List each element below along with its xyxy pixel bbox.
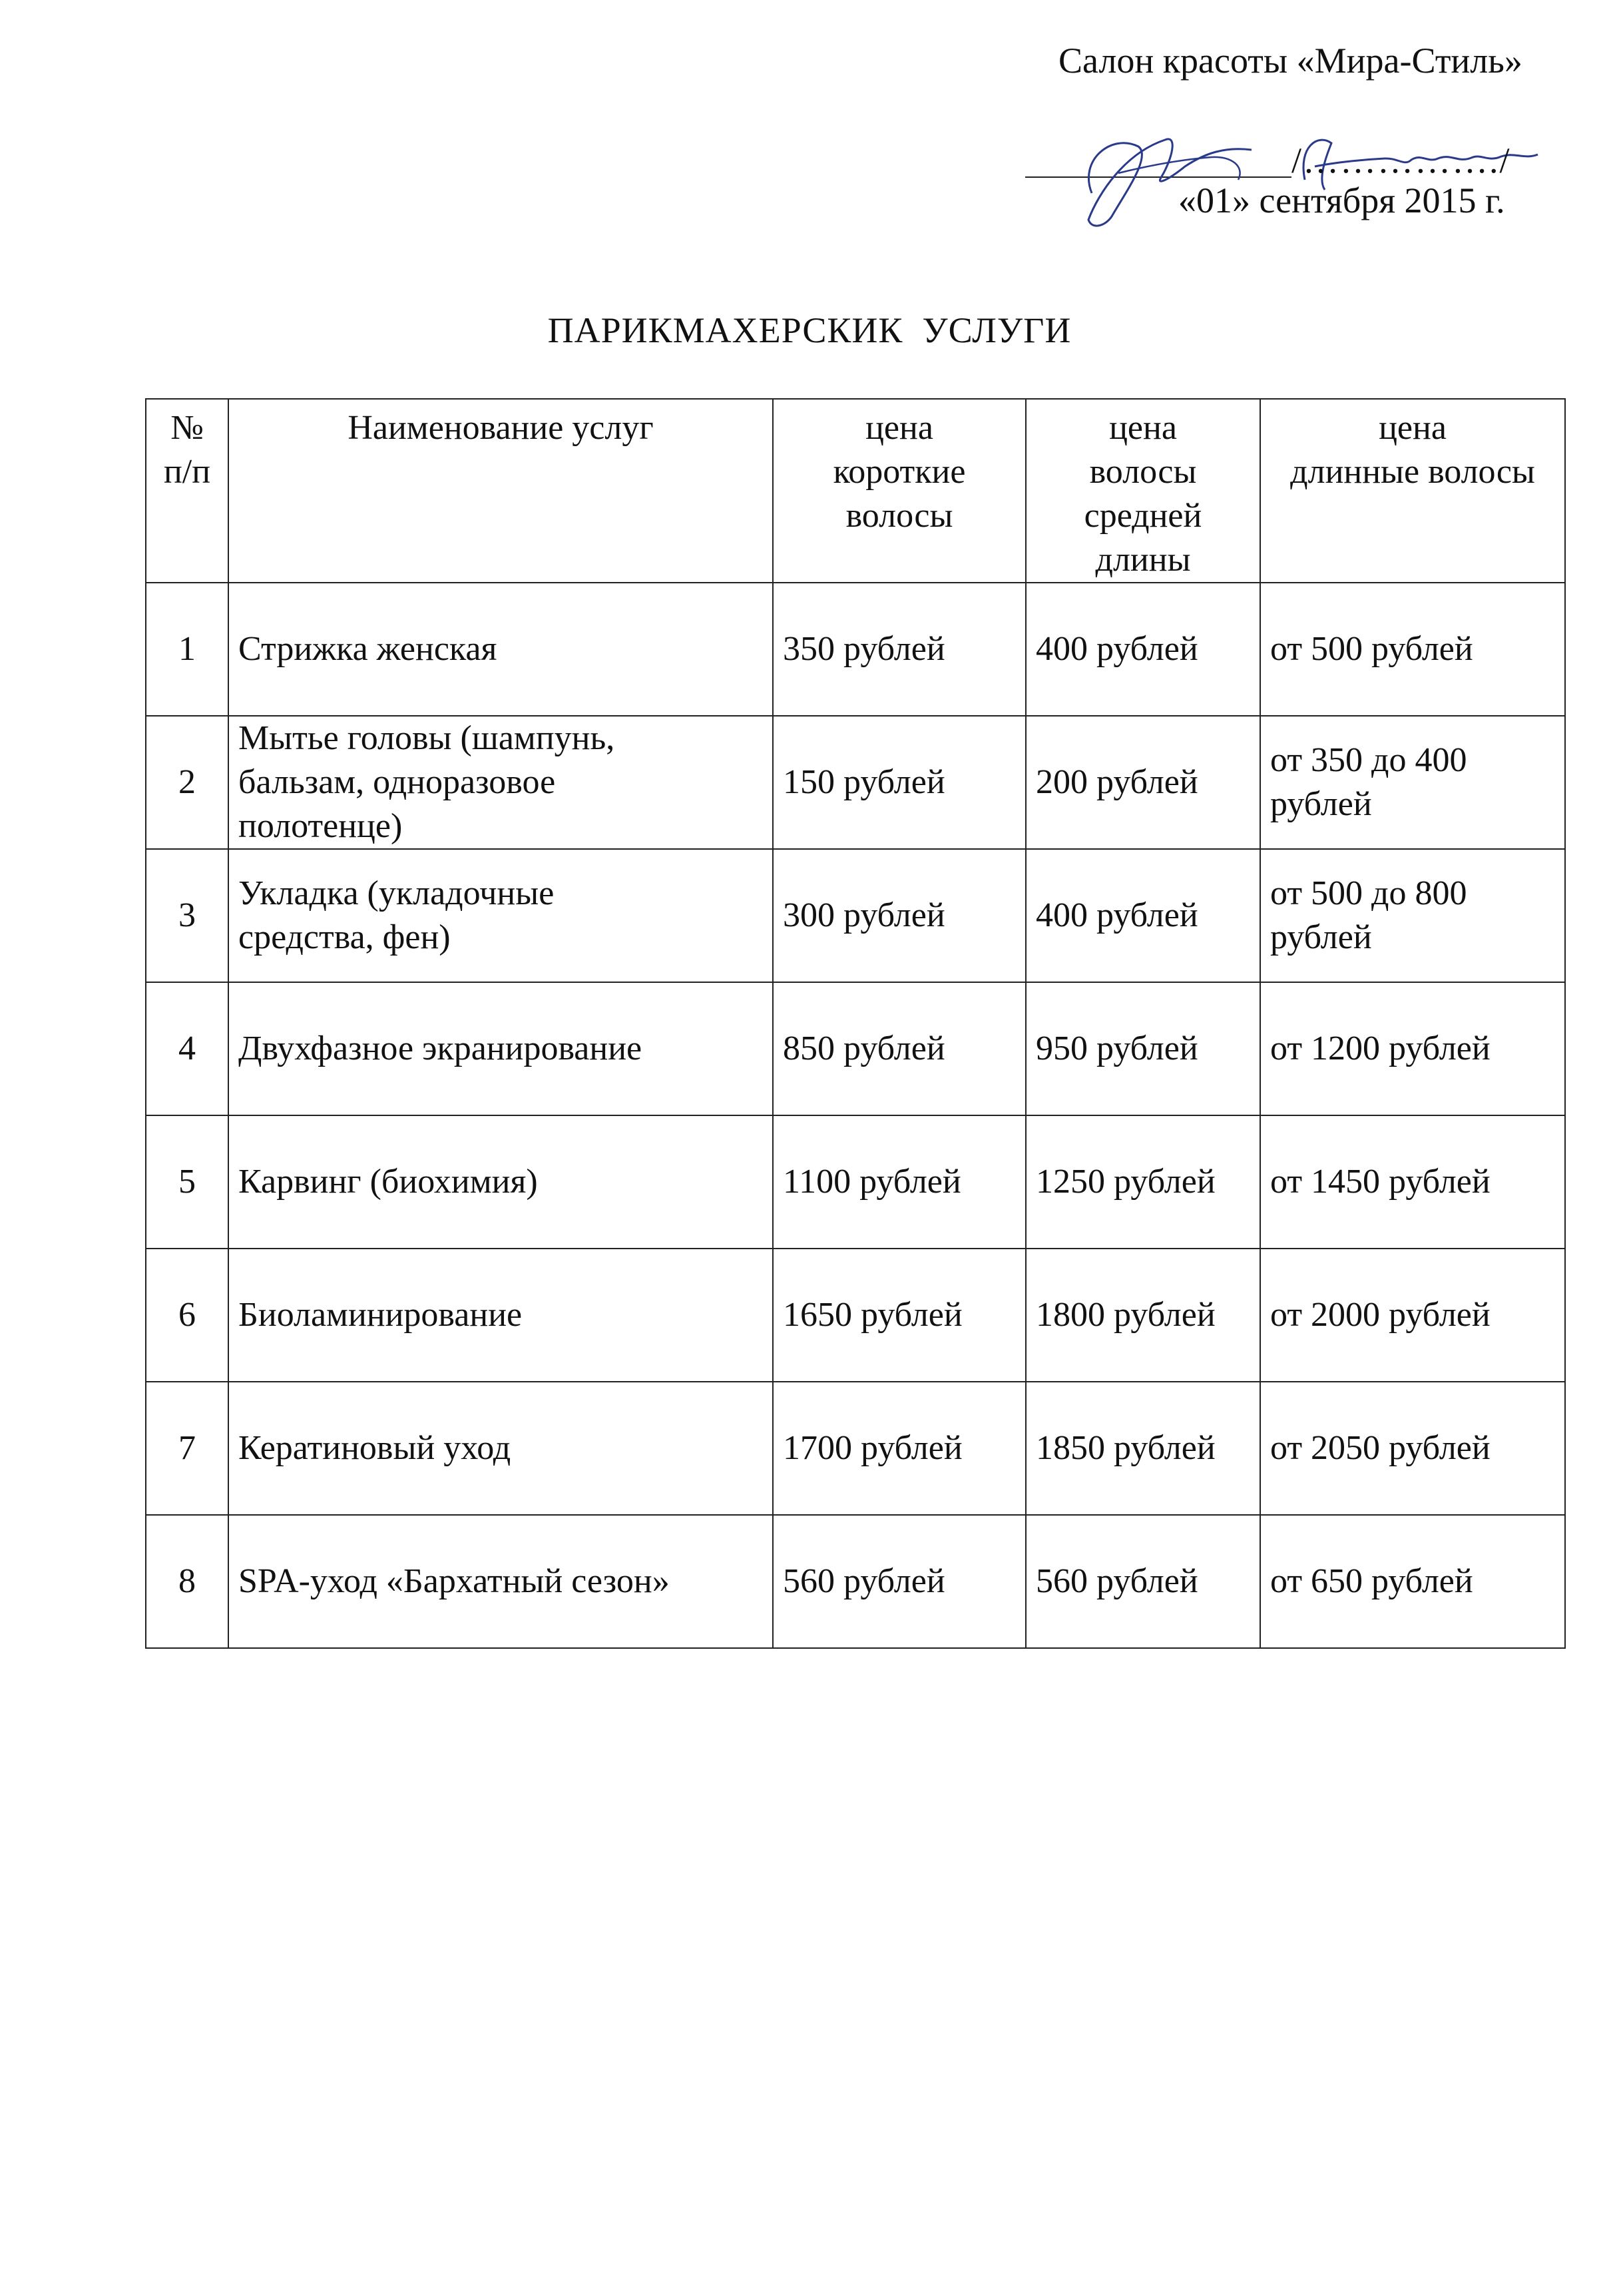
price-long: от 2000 рублей (1260, 1249, 1565, 1382)
salon-name: Салон красоты «Мира-Стиль» (1058, 41, 1522, 81)
price-short: 850 рублей (773, 982, 1026, 1115)
service-name: SPA-уход «Бархатный сезон» (228, 1515, 773, 1648)
row-number: 8 (146, 1515, 228, 1648)
price-medium: 400 рублей (1026, 849, 1260, 982)
price-long: от 350 до 400 рублей (1260, 716, 1565, 849)
price-long: от 500 до 800 рублей (1260, 849, 1565, 982)
header-price-short: цена короткие волосы (773, 399, 1026, 583)
service-name: Стрижка женская (228, 583, 773, 716)
price-long: от 1450 рублей (1260, 1115, 1565, 1249)
service-name: Двухфазное экранирование (228, 982, 773, 1115)
price-short: 300 рублей (773, 849, 1026, 982)
price-medium: 200 рублей (1026, 716, 1260, 849)
price-short: 150 рублей (773, 716, 1026, 849)
service-name: Карвинг (биохимия) (228, 1115, 773, 1249)
header-number: № п/п (146, 399, 228, 583)
document-title: ПАРИКМАХЕРСКИК УСЛУГИ (547, 310, 1072, 350)
price-short: 560 рублей (773, 1515, 1026, 1648)
price-long: от 1200 рублей (1260, 982, 1565, 1115)
row-number: 3 (146, 849, 228, 982)
price-table (145, 398, 1566, 1649)
price-short: 1700 рублей (773, 1382, 1026, 1515)
row-number: 5 (146, 1115, 228, 1249)
row-number: 2 (146, 716, 228, 849)
service-name: Укладка (укладочные средства, фен) (228, 849, 773, 982)
approval-date: «01» сентября 2015 г. (1178, 180, 1505, 220)
price-medium: 950 рублей (1026, 982, 1260, 1115)
header-service-name: Наименование услуг (228, 399, 773, 583)
row-number: 4 (146, 982, 228, 1115)
table-row (146, 1515, 1565, 1648)
table-row (146, 1382, 1565, 1515)
table-row (146, 982, 1565, 1115)
table-row (146, 716, 1565, 849)
row-number: 7 (146, 1382, 228, 1515)
header-price-long: цена длинные волосы (1260, 399, 1565, 583)
price-medium: 400 рублей (1026, 583, 1260, 716)
table-row (146, 583, 1565, 716)
table-row (146, 1249, 1565, 1382)
table-header-row (146, 399, 1565, 583)
price-short: 350 рублей (773, 583, 1026, 716)
row-number: 6 (146, 1249, 228, 1382)
service-name: Кератиновый уход (228, 1382, 773, 1515)
approval-block (1012, 40, 1558, 233)
price-medium: 1850 рублей (1026, 1382, 1260, 1515)
price-short: 1650 рублей (773, 1249, 1026, 1382)
table-row (146, 849, 1565, 982)
price-medium: 560 рублей (1026, 1515, 1260, 1648)
name-slot: /……………./ (1291, 141, 1511, 180)
service-name: Мытье головы (шампунь, бальзам, одноразовое полотенце) (228, 716, 773, 849)
price-medium: 1800 рублей (1026, 1249, 1260, 1382)
row-number: 1 (146, 583, 228, 716)
price-long: от 2050 рублей (1260, 1382, 1565, 1515)
price-long: от 500 рублей (1260, 583, 1565, 716)
header-price-medium: цена волосы средней длины (1026, 399, 1260, 583)
table-row (146, 1115, 1565, 1249)
service-name: Биоламинирование (228, 1249, 773, 1382)
price-long: от 650 рублей (1260, 1515, 1565, 1648)
price-medium: 1250 рублей (1026, 1115, 1260, 1249)
price-short: 1100 рублей (773, 1115, 1026, 1249)
